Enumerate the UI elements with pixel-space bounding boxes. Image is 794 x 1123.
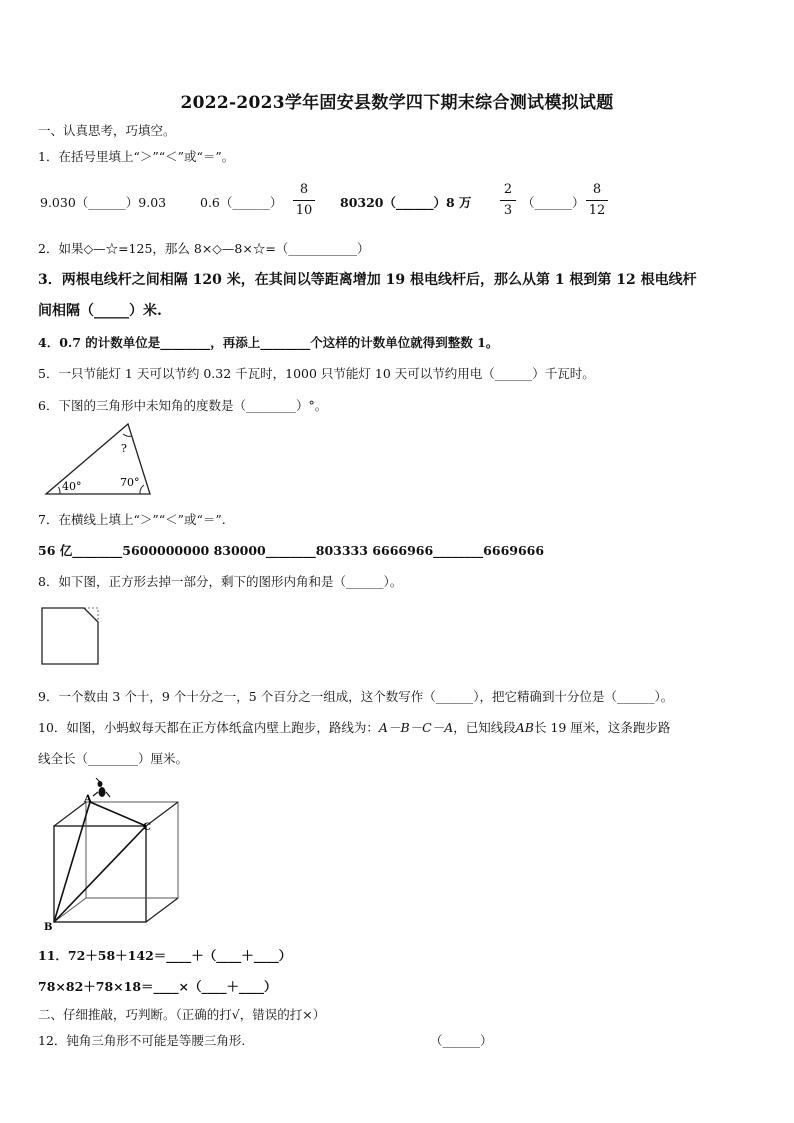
question-12-answer-blank: （______） xyxy=(430,1033,493,1048)
question-10-text-a: 10．如图，小蚂蚁每天都在正方体纸盒内壁上跑步，路线为： xyxy=(38,720,379,735)
question-7-items: 56 亿________5600000000 830000________803333 6666966________6669666 xyxy=(38,543,545,558)
angle-right-label: 70° xyxy=(120,476,140,489)
cube-edge xyxy=(146,898,178,922)
section-2-heading: 二、仔细推敲，巧判断。（正确的打√，错误的打×） xyxy=(38,1007,326,1022)
vertex-label-b: B xyxy=(44,922,53,933)
question-10-segment: AB xyxy=(515,720,534,735)
question-1-fraction-8-12 xyxy=(586,182,608,219)
cut-square-outline xyxy=(42,608,98,664)
numerator: 8 xyxy=(299,182,309,197)
question-1-fraction-8-10 xyxy=(293,182,315,219)
angle-left-label: 40° xyxy=(62,480,82,493)
left-angle-arc xyxy=(59,487,61,494)
question-8-square-figure xyxy=(40,606,100,666)
cube-edge xyxy=(54,802,86,826)
question-1-stem: 1．在括号里填上“＞”“＜”或“＝”。 xyxy=(38,149,235,164)
question-1-item-1: 9.030（______）9.03 xyxy=(40,195,167,210)
right-angle-arc xyxy=(140,485,144,494)
cube-edge xyxy=(54,898,86,922)
question-1-fraction-2-3 xyxy=(500,182,516,219)
question-4: 4．0.7 的计数单位是________，再添上________个这样的计数单位就得到整数 1。 xyxy=(38,335,499,350)
question-3-line-2: 间相隔（_____）米. xyxy=(38,303,162,319)
vertex-label-a: A xyxy=(84,794,92,805)
question-10-line-1 xyxy=(38,718,670,736)
vertex-label-c: C xyxy=(143,822,151,833)
denominator: 3 xyxy=(503,203,513,218)
question-8: 8．如下图，正方形去掉一部分，剩下的图形内角和是（______）。 xyxy=(38,574,403,589)
question-6: 6．下图的三角形中未知角的度数是（________）°。 xyxy=(38,398,328,413)
question-7-stem: 7．在横线上填上“＞”“＜”或“＝”. xyxy=(38,512,226,527)
question-3-line-1: 3．两根电线杆之间相隔 120 米，在其间以等距离增加 19 根电线杆后，那么从第 1 根到第 12 根电线杆 xyxy=(38,272,697,288)
numerator: 8 xyxy=(592,182,602,197)
question-1-item-4-blank: （______） xyxy=(522,195,585,210)
question-11-line-1: 11．72＋58＋142＝____＋（____＋____） xyxy=(38,948,292,963)
path-c-to-a xyxy=(90,802,146,826)
numerator: 2 xyxy=(503,182,513,197)
question-12: 12．钝角三角形不可能是等腰三角形. xyxy=(38,1033,246,1048)
question-1-item-3: 80320（______）8 万 xyxy=(340,195,472,210)
question-9: 9．一个数由 3 个十，9 个十分之一，5 个百分之一组成，这个数写作（______），把它精确到十分位是（______）。 xyxy=(38,689,674,704)
question-10-line-2: 线全长（________）厘米。 xyxy=(38,751,189,766)
question-10-route: A－B－C－A xyxy=(378,720,454,735)
question-11-line-2: 78×82＋78×18＝____×（____＋____） xyxy=(38,979,277,994)
section-1-heading: 一、认真思考，巧填空。 xyxy=(38,123,176,138)
ant-icon xyxy=(93,778,110,797)
question-10-cube-figure xyxy=(40,778,190,933)
denominator: 10 xyxy=(295,203,313,218)
question-6-triangle-figure xyxy=(40,420,160,500)
question-1-item-2: 0.6（______） xyxy=(200,195,283,210)
unknown-angle-label: ? xyxy=(121,442,127,455)
question-10-text-b: ，已知线段 xyxy=(453,720,516,735)
question-5: 5．一只节能灯 1 天可以节约 0.32 千瓦时，1000 只节能灯 10 天可以节约用电（______）千瓦时。 xyxy=(38,366,595,381)
page-title: 2022-2023学年固安县数学四下期末综合测试模拟试题 xyxy=(180,93,614,113)
question-10-text-c: 长 19 厘米，这条跑步路 xyxy=(533,720,671,735)
cube-back-face xyxy=(86,802,178,898)
question-2: 2．如果◇—☆=125，那么 8×◇—8×☆=（___________） xyxy=(38,241,370,256)
denominator: 12 xyxy=(588,203,606,218)
